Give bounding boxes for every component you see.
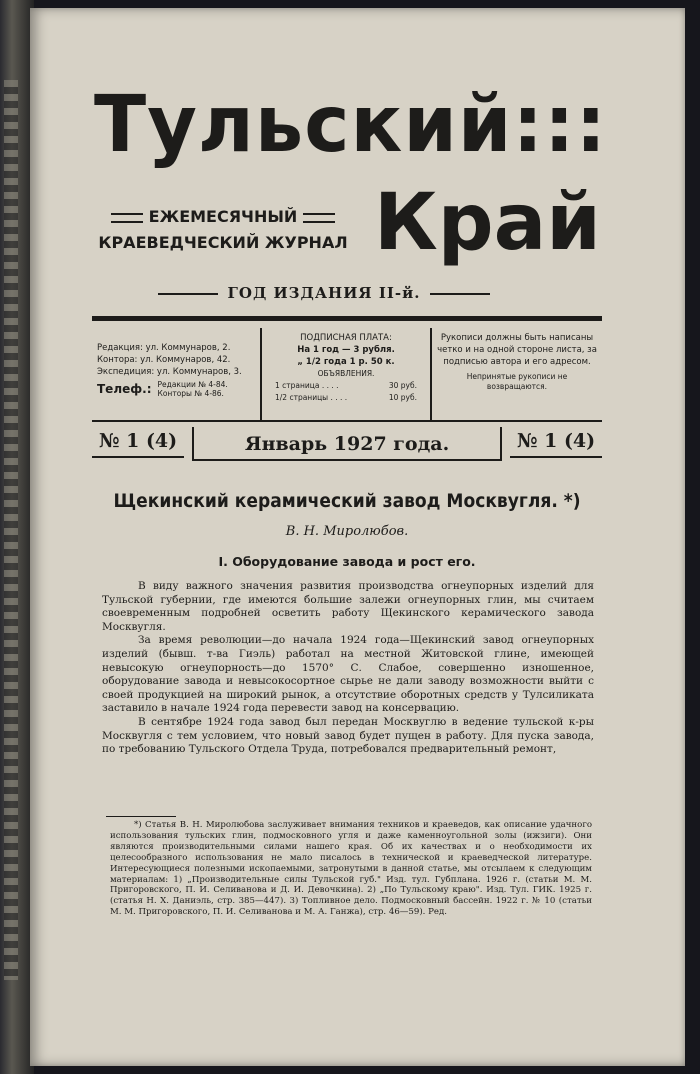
article-title: Щекинский керамический завод Москвугля. *): [113, 490, 581, 512]
issue-bar: [92, 426, 602, 462]
manuscripts-column: [432, 328, 602, 420]
manuscripts-note: Непринятые рукописи не возвращаются.: [466, 372, 568, 391]
ad-row: 1 страница . . . . 30 руб.: [275, 381, 417, 390]
issue-number-right: № 1 (4): [510, 430, 602, 458]
issue-date: Январь 1927 года.: [192, 427, 502, 461]
subscription-title: ПОДПИСНАЯ ПЛАТА:: [300, 333, 392, 343]
manuscripts-rules: Рукописи должны быть написаны четко и на одной стороне листа, за подписью автора и его адресом.: [437, 333, 597, 367]
address-office: Контора: ул. Коммунаров, 42.: [97, 355, 231, 365]
binding-edge: [4, 80, 18, 980]
phone-label: Телеф.:: [97, 382, 152, 396]
masthead-subtitle: [98, 204, 348, 256]
subscription-line-year: На 1 год — 3 рубля.: [297, 345, 395, 355]
masthead-rule: [92, 316, 602, 321]
paragraph: В сентябре 1924 года завод был передан Москвуглю в ведение тульской к-ры Москвугля с тем условием, что новый завод будет пущен в работу. Для пуска завода, по требованию Тульского Отдела Труда, потребовался предварительный ремонт,: [102, 715, 594, 756]
book-binding: [0, 0, 34, 1074]
subscription-line-half: „ 1/2 года 1 р. 50 к.: [297, 357, 395, 367]
subtitle-line1: ЕЖЕМЕСЯЧНЫЙ: [98, 204, 348, 230]
subtitle-line2: КРАЕВЕДЧЕСКИЙ ЖУРНАЛ: [98, 233, 348, 252]
footnote: *) Статья В. Н. Миролюбова заслуживает внимания техников и краеведов, как описание удачного использования тульских глин, подмосковного угля и даже каменноугольной золы (ижзиги). Они являются производительными силами нашего края. Об их качествах и о необходимости их целесообразного использования не мало писалось в технической и краеведческой литературе. Интересующиеся полезными ископаемыми, затронутыми в данной статье, мы отсылаем к следующим материалам: 1) „Производительные силы Тульской губ." Изд. тул. Губплана. 1926 г. (статьи М. М. Пригоровского, П. И. Селиванова и Д. И. Девочкина). 2) „По Тульскому краю". Изд. Тул. ГИК. 1925 г. (статья Н. Х. Даниэль, стр. 385—447). 3) Топливное дело. Подмосковный бассейн. 1922 г. № 10 (статьи М. М. Пригоровского, П. И. Селиванова и М. А. Ганжа), стр. 46—59). Ред.: [110, 820, 592, 918]
footnote-rule: [106, 816, 176, 817]
article-body: [102, 580, 594, 757]
phone-block: [97, 380, 255, 398]
address-editorial: Редакция: ул. Коммунаров, 2.: [97, 343, 231, 353]
phone-lines: Редакции № 4-84. Конторы № 4-86.: [157, 380, 228, 398]
paragraph: В виду важного значения развития производства огнеупорных изделий для Тульской губернии, где имеются большие залежи огнеупорных глин, мы считаем своевременным подробней осветить работу Щекинского керамического завода Москвугля.: [102, 580, 594, 633]
article-author: В. Н. Миролюбов.: [285, 524, 409, 539]
publication-year: ГОД ИЗДАНИЯ II-й.: [94, 284, 554, 302]
info-box: [92, 328, 602, 422]
masthead-title-line1: Тульский:::: [94, 80, 608, 170]
ads-title: ОБЪЯВЛЕНИЯ.: [317, 369, 375, 378]
journal-page: [30, 8, 685, 1066]
ad-row: 1/2 страницы . . . . 10 руб.: [275, 393, 417, 402]
masthead-title-line2: Край: [374, 178, 601, 268]
issue-number-left: № 1 (4): [92, 430, 184, 458]
address-dispatch: Экспедиция: ул. Коммунаров, 3.: [97, 367, 242, 377]
section-heading: I. Оборудование завода и рост его.: [218, 554, 476, 569]
subscription-column: [260, 328, 432, 420]
paragraph: За время революции—до начала 1924 года—Щекинский завод огнеупорных изделий (бывш. т-ва Гиэль) работал на местной Житовской глине, имеющей невысокую огнеупорность—до 1570° С. Слабое, совершенно изношенное, оборудование завода и невысокосортное сырье не дали заводу возможности выйти с своей продукцией на широкий рынок, а отсутствие оборотных средств у Тулсиликата заставило в начале 1924 года перевести завод на консервацию.: [102, 634, 594, 715]
addresses-column: [92, 328, 260, 420]
